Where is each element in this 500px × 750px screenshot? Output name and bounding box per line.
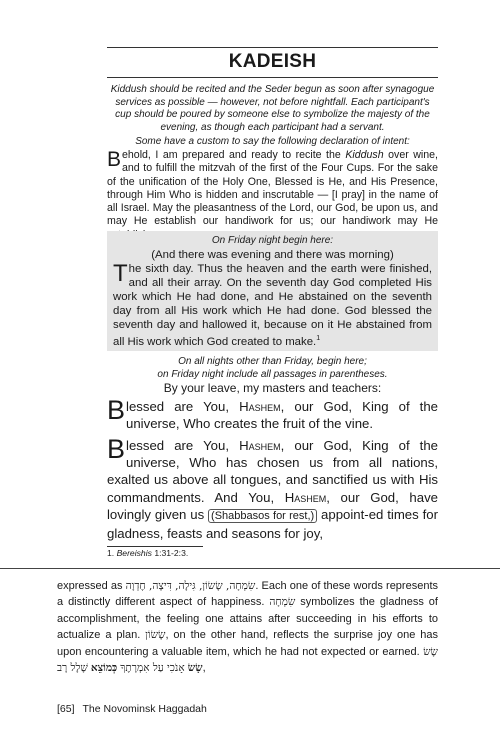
blessing-chosen: Blessed are You, Hashem, our God, King of the universe, Who has chosen us from all nations, exalted us above all tongues, and sanctified us with His commandments. And You, Hashem, our God, have lovingly given us (Shabbasos for rest,) appoint-ed times for gladness, feasts and seasons for joy, [107,434,439,542]
footnote: 1. Bereishis 1:31-2:3. [107,548,189,558]
dropcap: B [107,434,126,464]
dropcap: B [107,148,122,171]
by-your-leave: By your leave, my masters and teachers: [163,381,382,395]
page-footer [57,703,215,715]
shabbos-insert: (Shabbasos for rest,) [208,509,317,523]
title-rule [107,77,438,78]
hebrew-text: שָׂשׂ [187,662,203,675]
dropcap: T [113,259,128,287]
friday-instruction: On Friday night begin here: [211,235,334,246]
blessing-wine: Blessed are You, Hashem, our God, King of the universe, Who creates the fruit of the vine. [107,395,439,432]
commentary: expressed as שִׂמְחָה, שָׂשׂוֹן, גִּילָה, דִּיצָה, חֶדְוָה. Each one of these words represents a distinctly different aspect of happiness. שִׂמְחָה symbolizes the gladness of accomplishment, the feeling one attains after succeeding in his efforts to actualize a plan. שָׂשׂוֹן, on the other hand, reflects the surprise joy one has upon encountering a valuable item, which he had not expected or earned. שָׂשׂ אָנֹכִי עַל אִמְרָתֶךָ כְּמוֹצֵא שָׁלָל רָב שָׂשׂ, [57,580,438,675]
friday-passage: The sixth day. Thus the heaven and the earth were finished, and all their array. On the seventh day God completed His work which He had done, and He abstained on the seventh day from all His work which He had done. God blessed the seventh day and hallowed it, because on it He abstained from all His work which God created to make.$^1$ [113,259,432,348]
footnote-rule [107,546,203,547]
book-title: The Novominsk Haggadah [82,703,207,715]
friday-night-box [107,231,438,351]
footnote-ref: 1 [316,335,321,343]
friday-heading: (And there was evening and there was morning) [151,248,394,261]
hebrew-text: שִׂמְחָה, שָׂשׂוֹן, גִּילָה, דִּיצָה, חֶדְוָה [125,580,256,592]
commentary-separator [0,568,500,569]
hebrew-quote: שָׂשׂ אָנֹכִי עַל אִמְרָתֶךָ כְּמוֹצֵא שָׁלָל רָב [57,645,438,675]
declaration-of-intent: Behold, I am prepared and ready to recite the Kiddush over wine, and to fulfill the mitzvah of the first of the Four Cups. For the sake of the unification of the Holy One, Blessed is He, and His Presence, through Him Who is hidden and inscrutable — [I pray] in the name of all Israel. May the pleasantness of the Lord, our God, be upon us, and may He establish our handiwork for us; our handiwork may He [107,148,438,228]
other-nights-instruction: On all nights other than Friday, begin here; on Friday night include all passages in parentheses. [157,356,388,380]
hebrew-text: שִׂמְחָה [269,596,296,609]
intro-instruction: Kiddush should be recited and the Seder begun as soon after synagogue services as possible — however, not before nightfall. Each participant's cup should be poured by someone else to symbolize the majesty of the evening, as though each participant had a servant. [110,84,435,133]
hebrew-text: שָׂשׂוֹן [145,629,166,642]
dropcap: B [107,395,126,425]
page-title: KADEISH [228,51,317,72]
top-rule [107,47,438,48]
custom-instruction: Some have a custom to say the following declaration of intent: [135,136,410,147]
page-number: [65] [57,703,75,715]
